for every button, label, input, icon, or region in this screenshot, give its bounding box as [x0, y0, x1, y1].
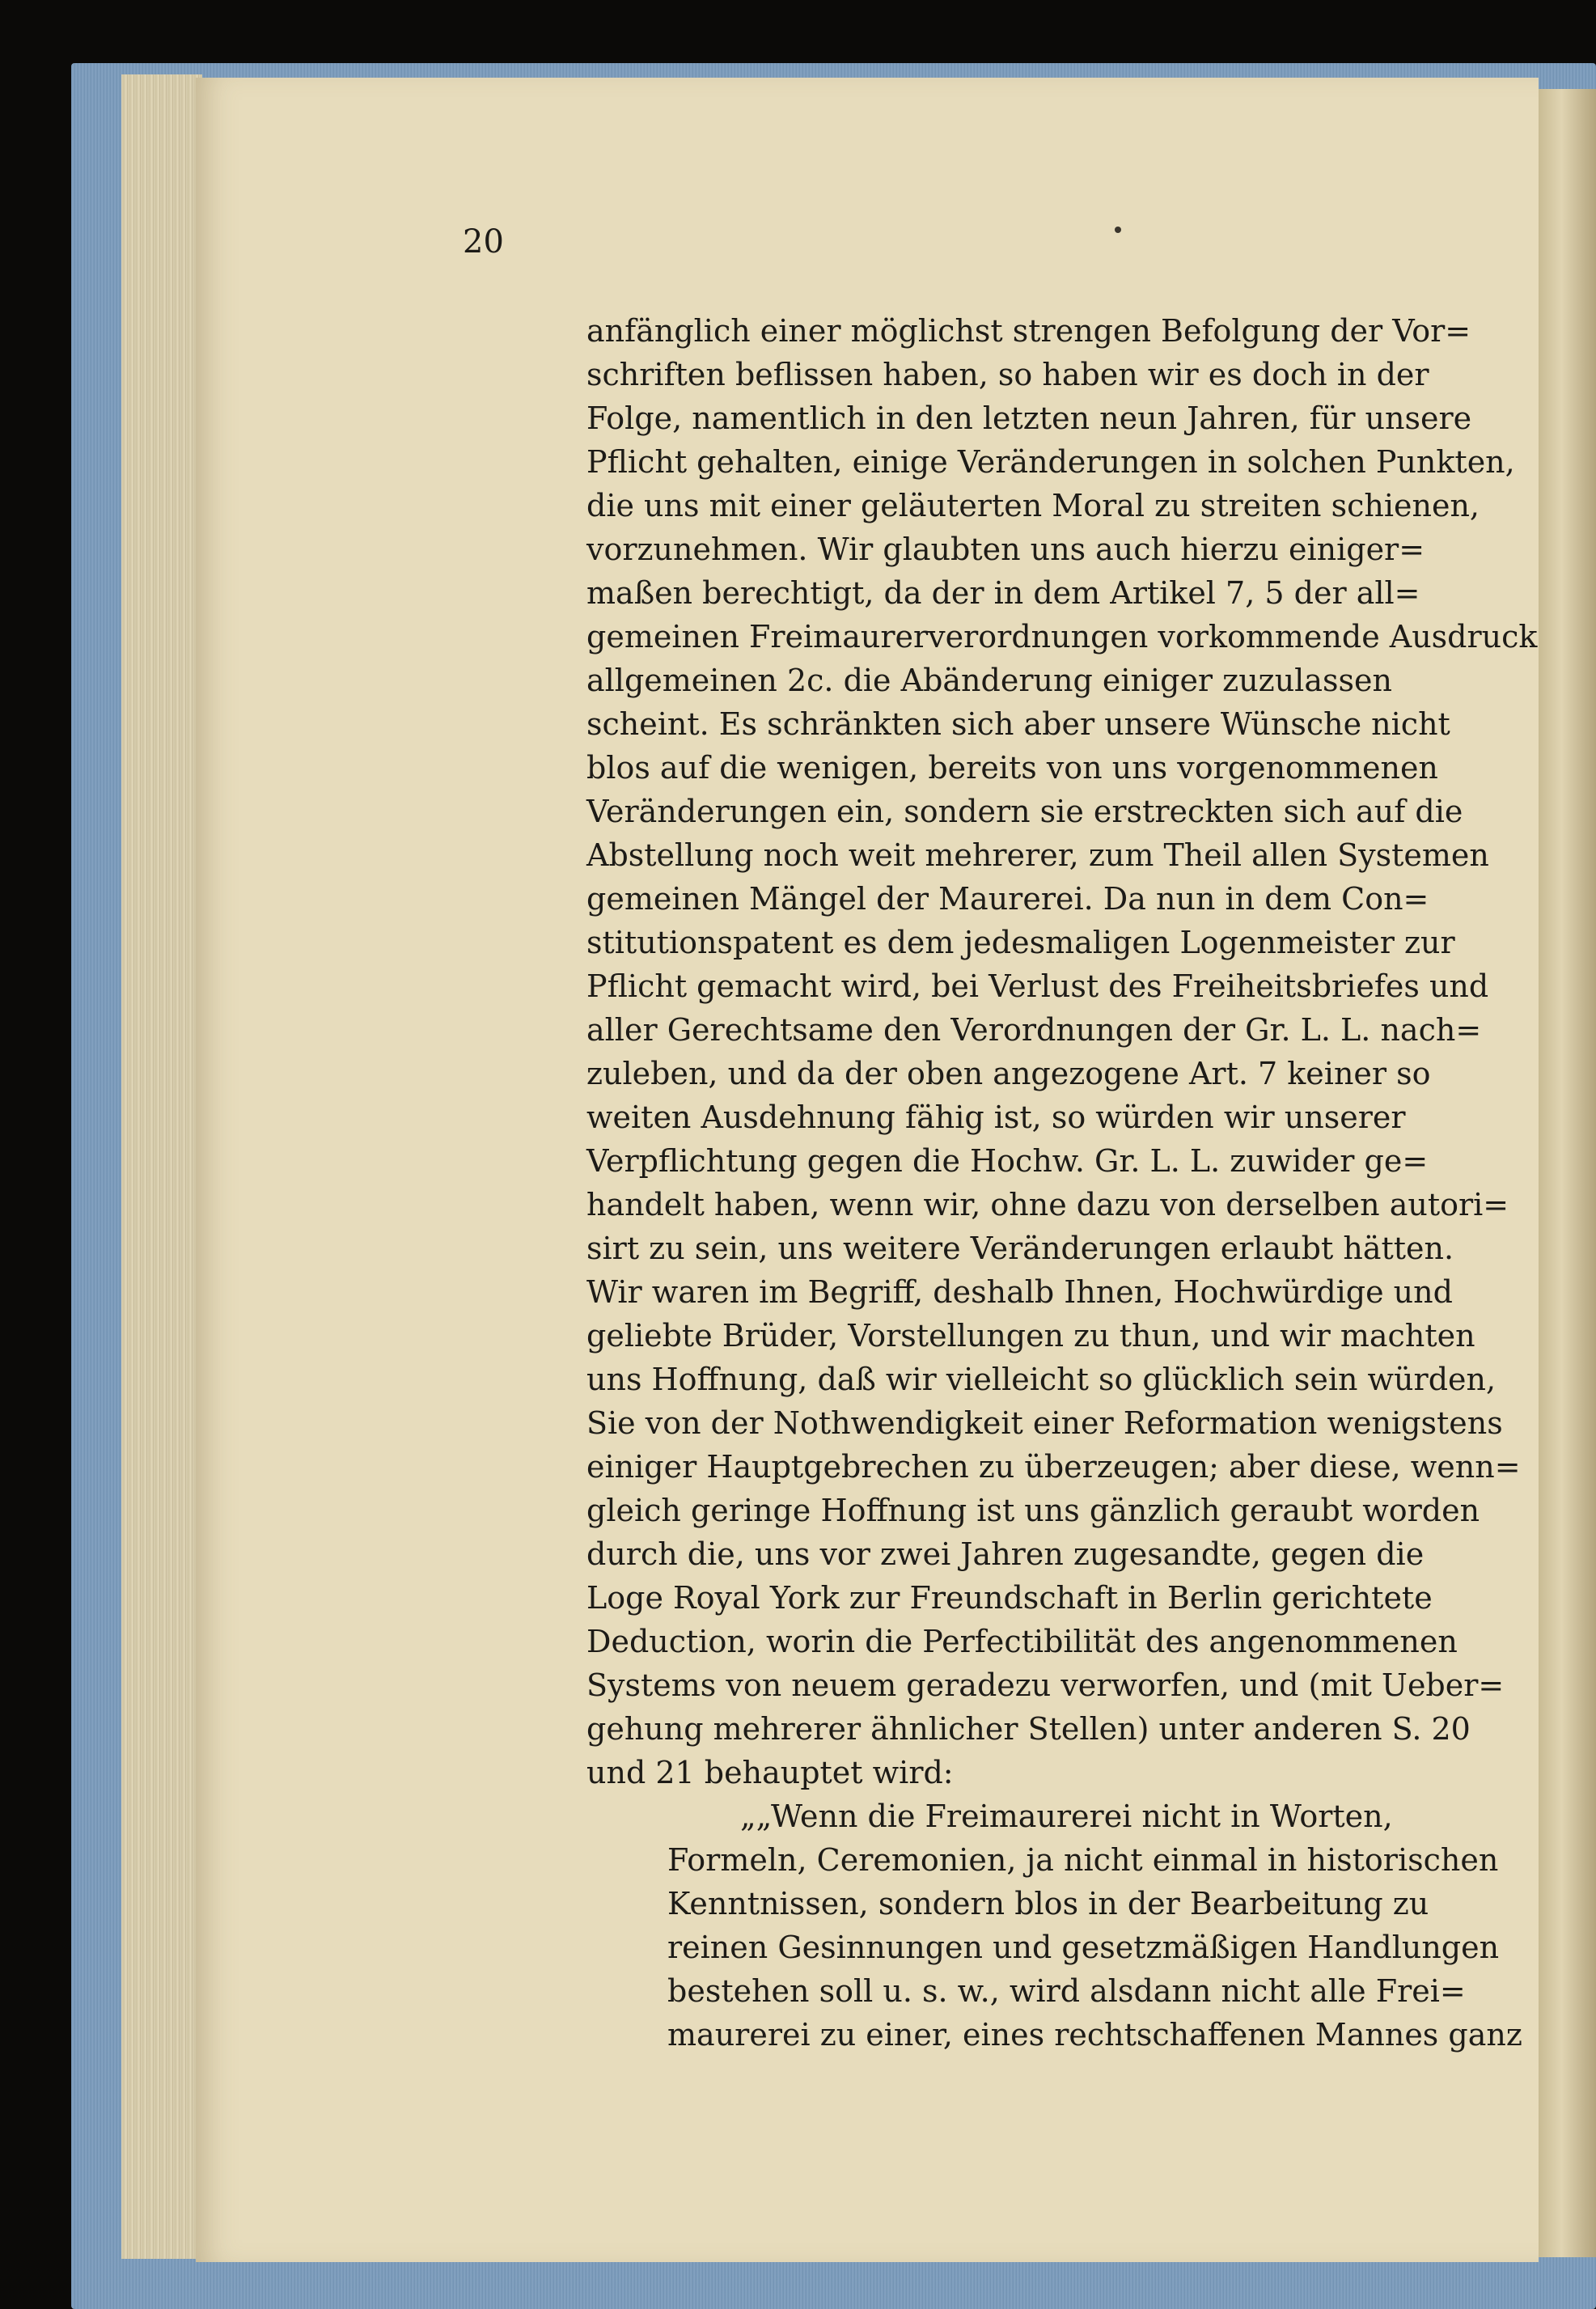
text-line: blos auf die wenigen, bereits von uns vorgenommenen — [586, 750, 1438, 786]
text-line: sirt zu sein, uns weitere Veränderungen erlaubt hätten. — [586, 1231, 1454, 1266]
text-line: und 21 behauptet wird: — [586, 1755, 954, 1790]
page-right-edge — [1539, 89, 1596, 2257]
text-line: gemeinen Mängel der Maurerei. Da nun in dem Con= — [586, 881, 1429, 917]
text-line: weiten Ausdehnung fähig ist, so würden wir unserer — [586, 1099, 1406, 1135]
text-line: aller Gerechtsame den Verordnungen der Gr. L. L. nach= — [586, 1012, 1482, 1048]
text-line: stitutionspatent es dem jedesmaligen Logenmeister zur — [586, 925, 1455, 960]
text-line: Veränderungen ein, sondern sie erstreckten sich auf die — [586, 794, 1463, 829]
body-paragraph — [586, 309, 1538, 1794]
text-line: Formeln, Ceremonien, ja nicht einmal in historischen — [667, 1842, 1499, 1878]
text-line: maßen berechtigt, da der in dem Artikel 7, 5 der all= — [586, 575, 1420, 611]
text-line: Verpflichtung gegen die Hochw. Gr. L. L. zuwider ge= — [586, 1143, 1429, 1179]
text-line: zuleben, und da der oben angezogene Art. 7 keiner so — [586, 1056, 1431, 1091]
text-line: gehung mehrerer ähnlicher Stellen) unter anderen S. 20 — [586, 1711, 1471, 1747]
text-line: Systems von neuem geradezu verworfen, und (mit Ueber= — [586, 1667, 1505, 1703]
text-line: einiger Hauptgebrechen zu überzeugen; aber diese, wenn= — [586, 1449, 1521, 1485]
text-line: Pflicht gehalten, einige Veränderungen in solchen Punkten, — [586, 444, 1515, 480]
text-line: handelt haben, wenn wir, ohne dazu von derselben autori= — [586, 1187, 1509, 1222]
text-line: Loge Royal York zur Freundschaft in Berlin gerichtete — [586, 1580, 1433, 1616]
text-line: gemeinen Freimaurerverordnungen vorkommende Ausdruck — [586, 619, 1538, 655]
text-line: die uns mit einer geläuterten Moral zu streiten schienen, — [586, 488, 1480, 523]
text-line: anfänglich einer möglichst strengen Befolgung der Vor= — [586, 313, 1471, 349]
text-line: geliebte Brüder, Vorstellungen zu thun, und wir machten — [586, 1318, 1475, 1354]
text-line: vorzunehmen. Wir glaubten uns auch hierzu einiger= — [586, 532, 1425, 567]
text-line: schriften beflissen haben, so haben wir es doch in der — [586, 357, 1429, 392]
text-line: allgemeinen 2c. die Abänderung einiger zuzulassen — [586, 663, 1392, 698]
text-line: maurerei zu einer, eines rechtschaffenen Mannes ganz — [667, 2017, 1522, 2053]
page-edges — [121, 74, 202, 2259]
text-line: Pflicht gemacht wird, bei Verlust des Freiheitsbriefes und — [586, 968, 1489, 1004]
text-line: „„Wenn die Freimaurerei nicht in Worten, — [740, 1798, 1393, 1834]
text-line: Folge, namentlich in den letzten neun Jahren, für unsere — [586, 400, 1472, 436]
text-line: gleich geringe Hoffnung ist uns gänzlich geraubt worden — [586, 1493, 1480, 1528]
body-text — [586, 309, 1538, 2057]
text-line: Kenntnissen, sondern blos in der Bearbeitung zu — [667, 1886, 1429, 1921]
block-quote — [667, 1794, 1522, 2057]
text-line: bestehen soll u. s. w., wird alsdann nicht alle Frei= — [667, 1973, 1466, 2009]
text-line: uns Hoffnung, daß wir vielleicht so glücklich sein würden, — [586, 1362, 1497, 1397]
ink-speck — [1115, 227, 1121, 233]
text-line: Wir waren im Begriff, deshalb Ihnen, Hochwürdige und — [586, 1274, 1453, 1310]
text-line: scheint. Es schränkten sich aber unsere Wünsche nicht — [586, 706, 1450, 742]
text-line: durch die, uns vor zwei Jahren zugesandte, gegen die — [586, 1536, 1425, 1572]
page-number: 20 — [463, 223, 504, 261]
text-line: Abstellung noch weit mehrerer, zum Theil allen Systemen — [586, 837, 1489, 873]
text-line: reinen Gesinnungen und gesetzmäßigen Handlungen — [667, 1930, 1500, 1965]
text-line: Sie von der Nothwendigkeit einer Reformation wenigstens — [586, 1405, 1503, 1441]
text-line: Deduction, worin die Perfectibilität des angenommenen — [586, 1624, 1458, 1659]
